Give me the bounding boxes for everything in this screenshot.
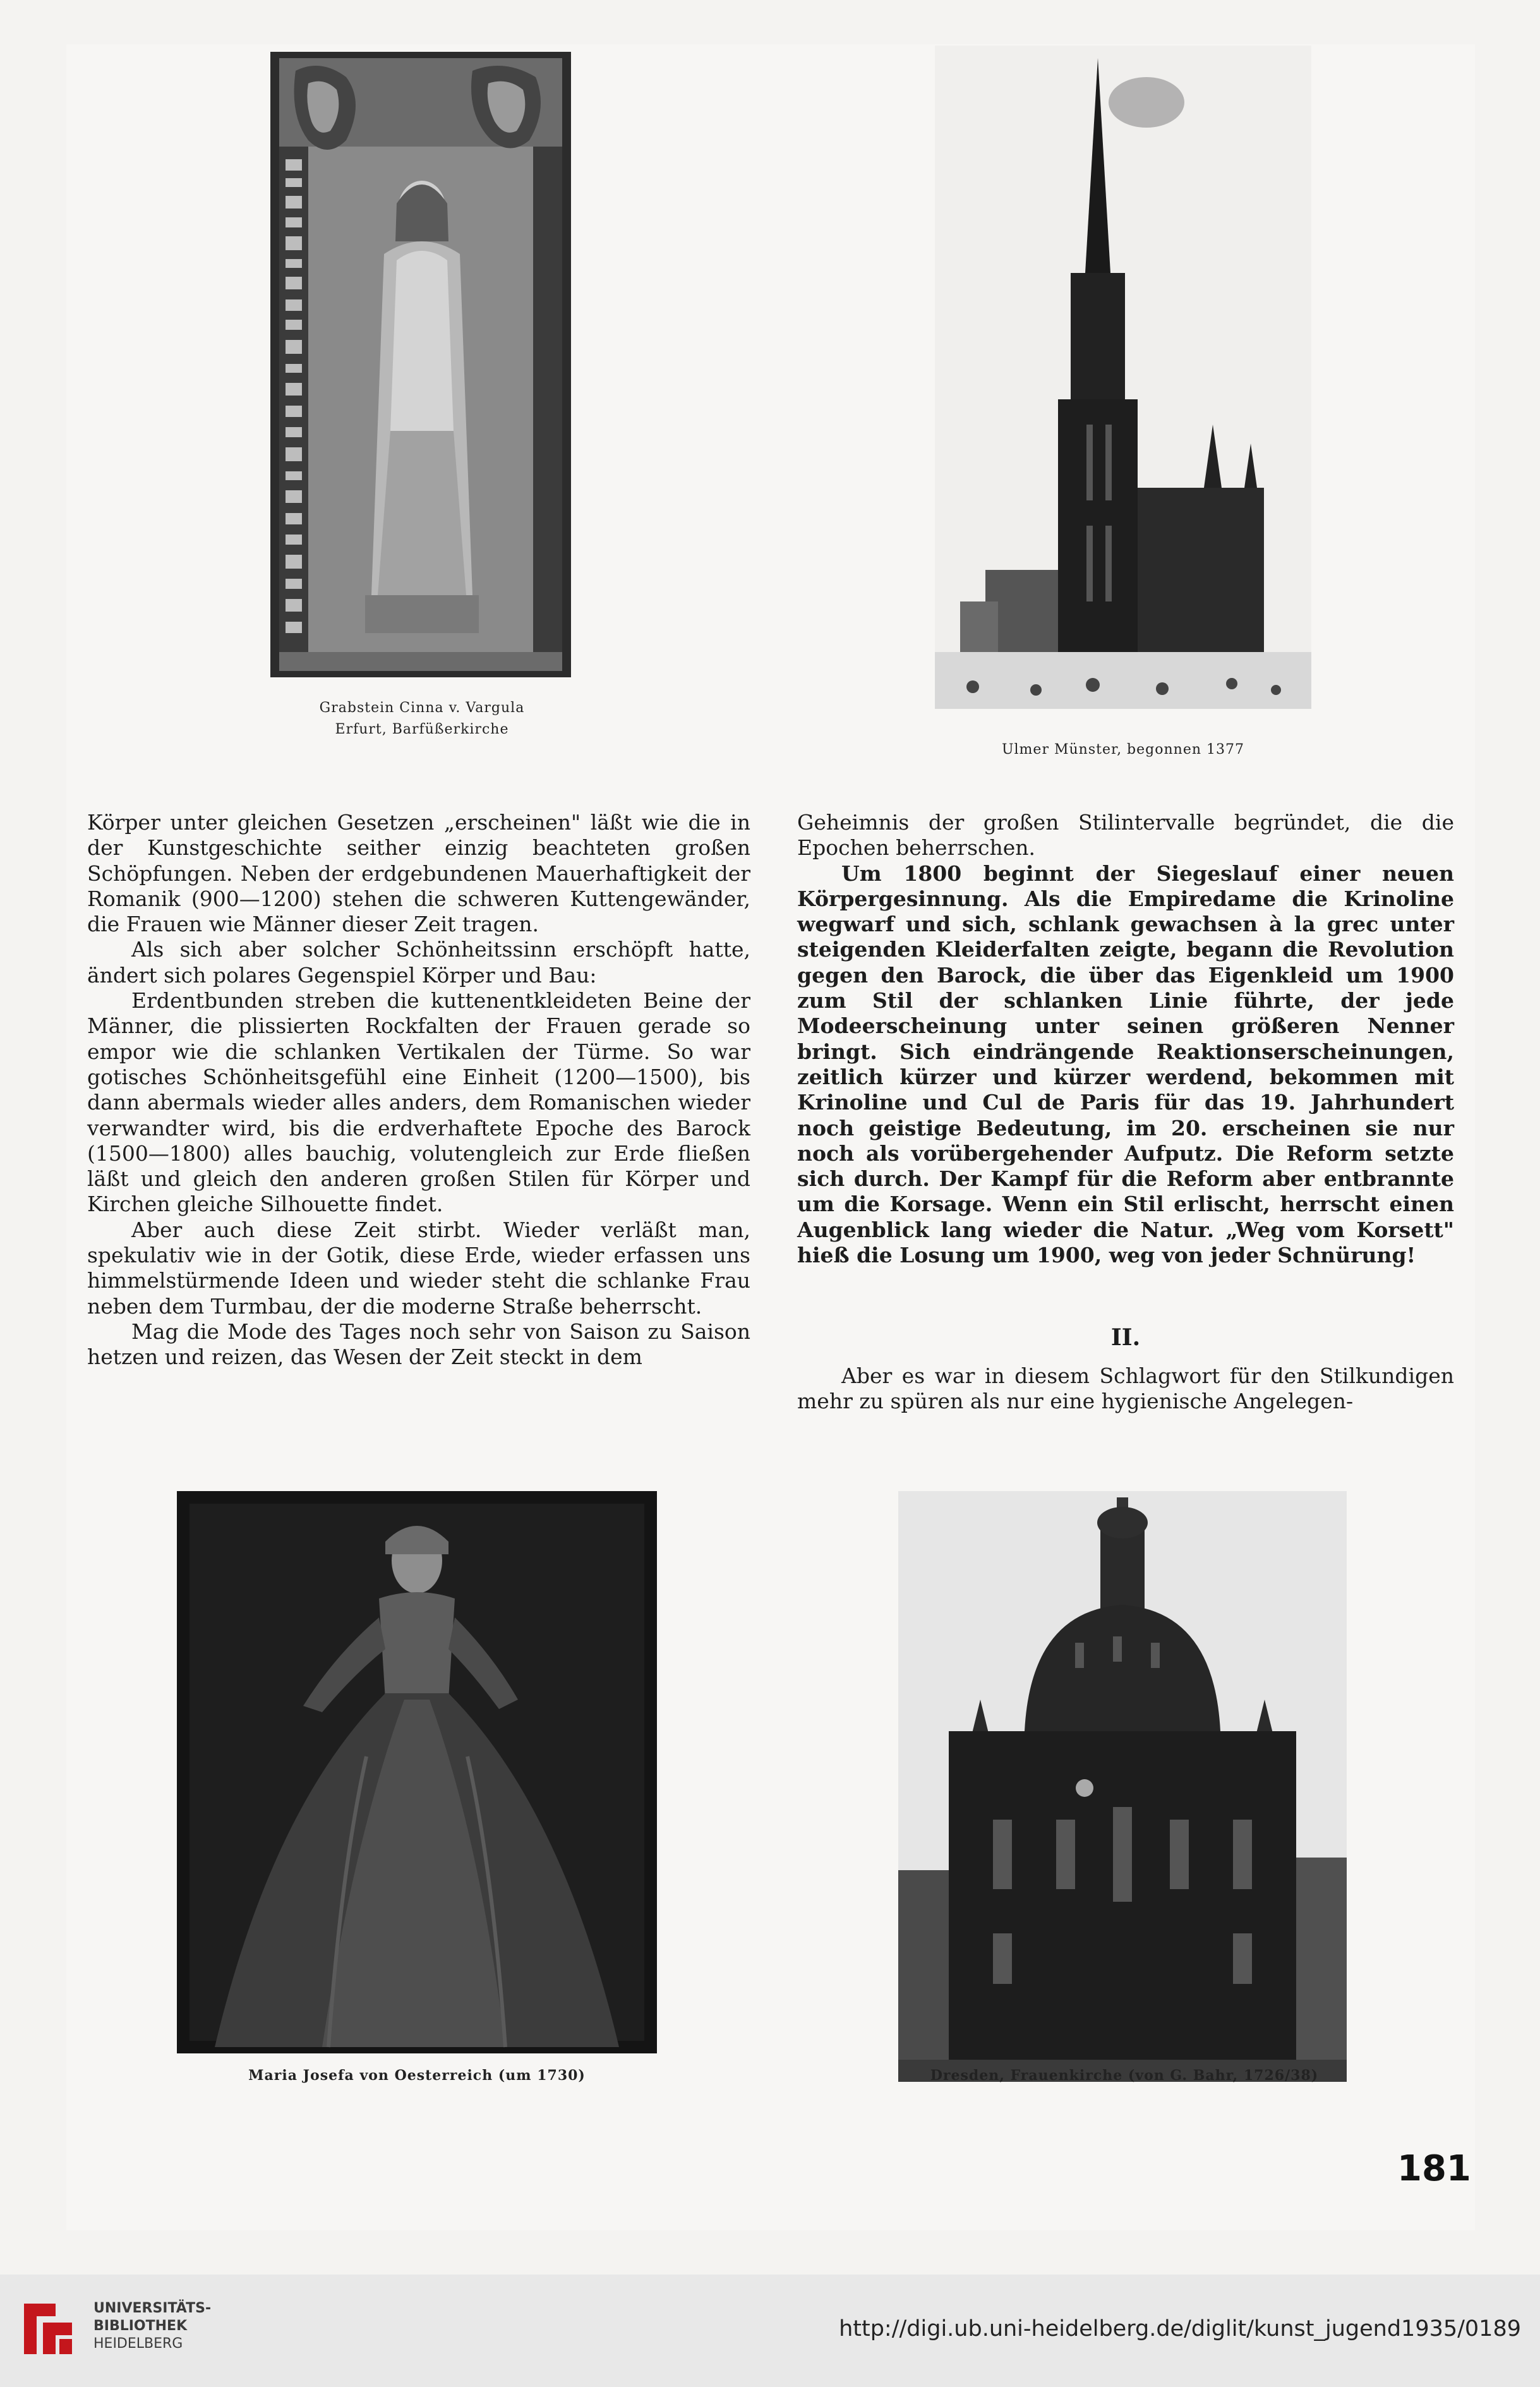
right-text-after-heading [797,1363,1454,1415]
left-paragraph-2: Als sich aber solcher Schönheitssinn erschöpft hatte, ändert sich polares Gegenspiel Körper und Bau: [87,937,750,988]
library-footer [0,2275,1540,2387]
left-paragraph-4: Aber auch diese Zeit stirbt. Wieder verläßt man, spekulativ wie in der Gotik, diese Erde, wieder erfassen uns himmelstürmende Ideen und wieder steht die schlanke Frau neben dem Turmbau, der die moderne Straße beherrscht. [87,1217,750,1319]
maria-caption: Maria Josefa von Oesterreich (um 1730) [248,2067,586,2084]
ulm-caption: Ulmer Münster, begonnen 1377 [1001,742,1244,758]
source-url-link[interactable]: http://digi.ub.uni-heidelberg.de/diglit/kunst_jugend1935/0189 [839,2316,1521,2342]
left-paragraph-3: Erdentbunden streben die kuttenentkleideten Beine der Männer, die plissierten Rockfalten der Frauen gerade so empor wie die schlanken Vertikalen der Türme. So war gotisches Schönheitsgefühl eine Einheit (1200—1500), bis dann abermals wieder alles anders, dem Romanischen wieder verwandter wird, bis die erdverhaftete Epoche des Barock (1500—1800) alles bauchig, volutengleich zur Erde fließen läßt und gleich den anderen großen Stilen für Körper und Kirchen gleiche Silhouette findet. [87,988,750,1217]
left-text-column [87,810,750,1370]
library-name [93,2300,211,2353]
university-library-logo-icon [18,2297,78,2360]
library-name-line1: UNIVERSITÄTS- [93,2300,212,2316]
right-text-column [797,810,1454,1268]
right-paragraph-2: Um 1800 beginnt der Siegeslauf einer neuen Körpergesinnung. Als die Empiredame die Krinoline wegwarf und sich, schlank gewachsen à la grec unter steigenden Kleiderfalten zeigte, begann die Revolution gegen den Barock, die über das Eigenkleid um 1900 zum Stil der schlanken Linie führte, der jede Modeerscheinung unter seinen größeren Nenner bringt. Sich eindrängende Reaktionserscheinungen, zeitlich kürzer und kürzer werdend, bekommen mit Krinoline und Cul de Paris für das 19. Jahrhundert noch geistige Bedeutung, im 20. erscheinen sie nur noch als vorübergehender Aufputz. Die Reform setzte sich durch. Der Kampf für die Reform aber entbrannte um die Korsage. Wenn ein Stil erlischt, herrscht einen Augenblick lang wieder die Natur. „Weg vom Korsett" hieß die Losung um 1900, weg von jeder Schnürung! [797,861,1454,1268]
right-paragraph-1: Geheimnis der großen Stilintervalle begründet, die die Epochen beherrschen. [797,810,1454,861]
page-number: 181 [1397,2148,1471,2189]
dresden-frauenkirche-photo [898,1491,1347,2082]
right-paragraph-3: Aber es war in diesem Schlagwort für den Stilkundigen mehr zu spüren als nur eine hygienische Angelegen- [797,1363,1454,1414]
grabstein-caption [258,698,586,740]
library-name-line2: BIBLIOTHEK [93,2318,188,2334]
left-paragraph-5: Mag die Mode des Tages noch sehr von Saison zu Saison hetzen und reizen, das Wesen der Zeit steckt in dem [87,1319,750,1370]
grabstein-caption-line1: Grabstein Cinna v. Vargula [319,700,525,716]
dresden-caption: Dresden, Frauenkirche (von G. Bahr, 1726/38) [930,2067,1319,2084]
section-heading: II. [1110,1324,1141,1351]
library-name-line3: HEIDELBERG [93,2336,183,2352]
grabstein-photo [270,52,571,677]
ulm-minster-photo [935,45,1311,709]
maria-josefa-painting [177,1491,657,2053]
grabstein-caption-line2: Erfurt, Barfüßerkirche [335,722,509,737]
left-paragraph-1: Körper unter gleichen Gesetzen „erscheinen" läßt wie die in der Kunstgeschichte seither einzig beachteten großen Schöpfungen. Neben der erdgebundenen Mauerhaftigkeit der Romanik (900—1200) stehen die schweren Kuttengewänder, die Frauen wie Männer dieser Zeit tragen. [87,810,750,937]
